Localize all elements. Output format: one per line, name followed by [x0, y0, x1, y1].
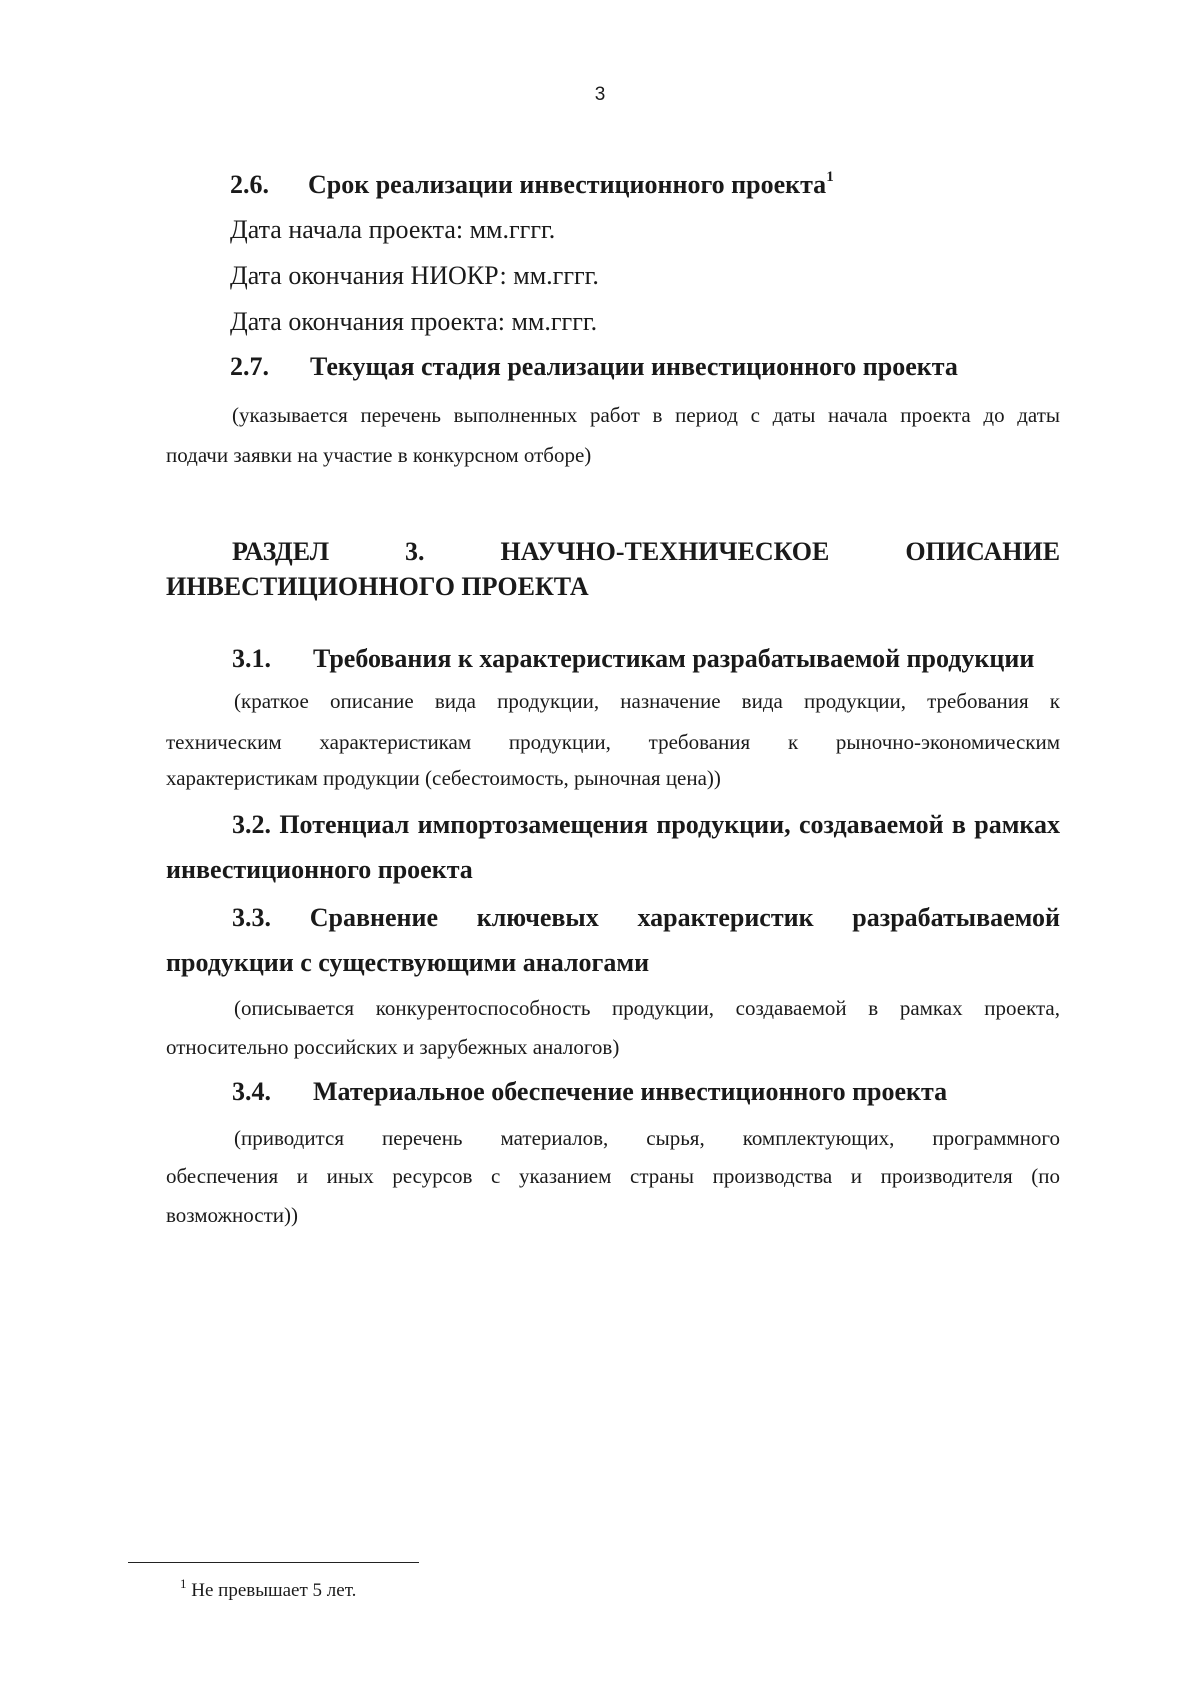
heading-2-6	[230, 170, 834, 200]
heading-3-2-line-1: 3.2. Потенциал импортозамещения продукции, создаваемой в рамках	[232, 810, 1060, 839]
section-word: РАЗДЕЛ	[232, 537, 330, 566]
description-line: (приводится перечень материалов, сырья, комплектующих, программного	[234, 1126, 1060, 1150]
project-end-date-line: Дата окончания проекта: мм.гггг.	[230, 307, 598, 336]
description-line: характеристикам продукции (себестоимость, рыночная цена))	[166, 766, 721, 790]
section-number: 3.	[405, 537, 425, 566]
heading-number: 2.7.	[230, 352, 269, 381]
start-date-line: Дата начала проекта: мм.гггг.	[230, 215, 556, 244]
footnote-separator	[128, 1562, 419, 1563]
heading-3-3-line-1: 3.3. Сравнение ключевых характеристик разрабатываемой	[232, 903, 1060, 932]
description-line: (краткое описание вида продукции, назначение вида продукции, требования к	[234, 689, 1060, 713]
footnote-text: Не превышает 5 лет.	[191, 1580, 357, 1601]
page-number: 3	[594, 84, 606, 105]
heading-number: 2.6.	[230, 170, 269, 199]
heading-2-7	[230, 352, 958, 382]
heading-title: Материальное обеспечение инвестиционного проекта	[313, 1077, 948, 1106]
heading-title: Требования к характеристикам разрабатываемой продукции	[313, 644, 1035, 673]
footnote-mark: 1	[180, 1576, 187, 1591]
footnote-reference: 1	[826, 169, 834, 185]
section-word: ОПИСАНИЕ	[905, 537, 1061, 566]
rnd-end-date-line: Дата окончания НИОКР: мм.гггг.	[230, 261, 599, 290]
section-word: НАУЧНО-ТЕХНИЧЕСКОЕ	[500, 537, 830, 566]
heading-title: Текущая стадия реализации инвестиционного проекта	[310, 352, 958, 381]
description-line: обеспечения и иных ресурсов с указанием страны производства и производителя (по	[166, 1164, 1060, 1188]
description-line: техническим характеристикам продукции, требования к рыночно-экономическим	[166, 730, 1060, 754]
heading-number: 3.1.	[232, 644, 271, 673]
description-line: (указывается перечень выполненных работ в период с даты начала проекта до даты	[232, 403, 1060, 427]
heading-number: 3.4.	[232, 1077, 271, 1106]
footnote	[180, 1576, 357, 1602]
description-line: возможности))	[166, 1203, 299, 1227]
heading-title: Срок реализации инвестиционного проекта	[308, 170, 827, 199]
heading-3-2-line-2: инвестиционного проекта	[166, 855, 473, 884]
description-line: относительно российских и зарубежных аналогов)	[166, 1035, 620, 1059]
heading-3-1	[232, 644, 1034, 674]
heading-3-4	[232, 1077, 947, 1107]
description-line: (описывается конкурентоспособность продукции, создаваемой в рамках проекта,	[234, 996, 1060, 1020]
heading-3-3-line-2: продукции с существующими аналогами	[166, 948, 650, 977]
description-line: подачи заявки на участие в конкурсном отборе)	[166, 443, 592, 467]
section-3-title-line-2: ИНВЕСТИЦИОННОГО ПРОЕКТА	[166, 572, 589, 601]
section-3-title-line-1	[232, 537, 1060, 567]
